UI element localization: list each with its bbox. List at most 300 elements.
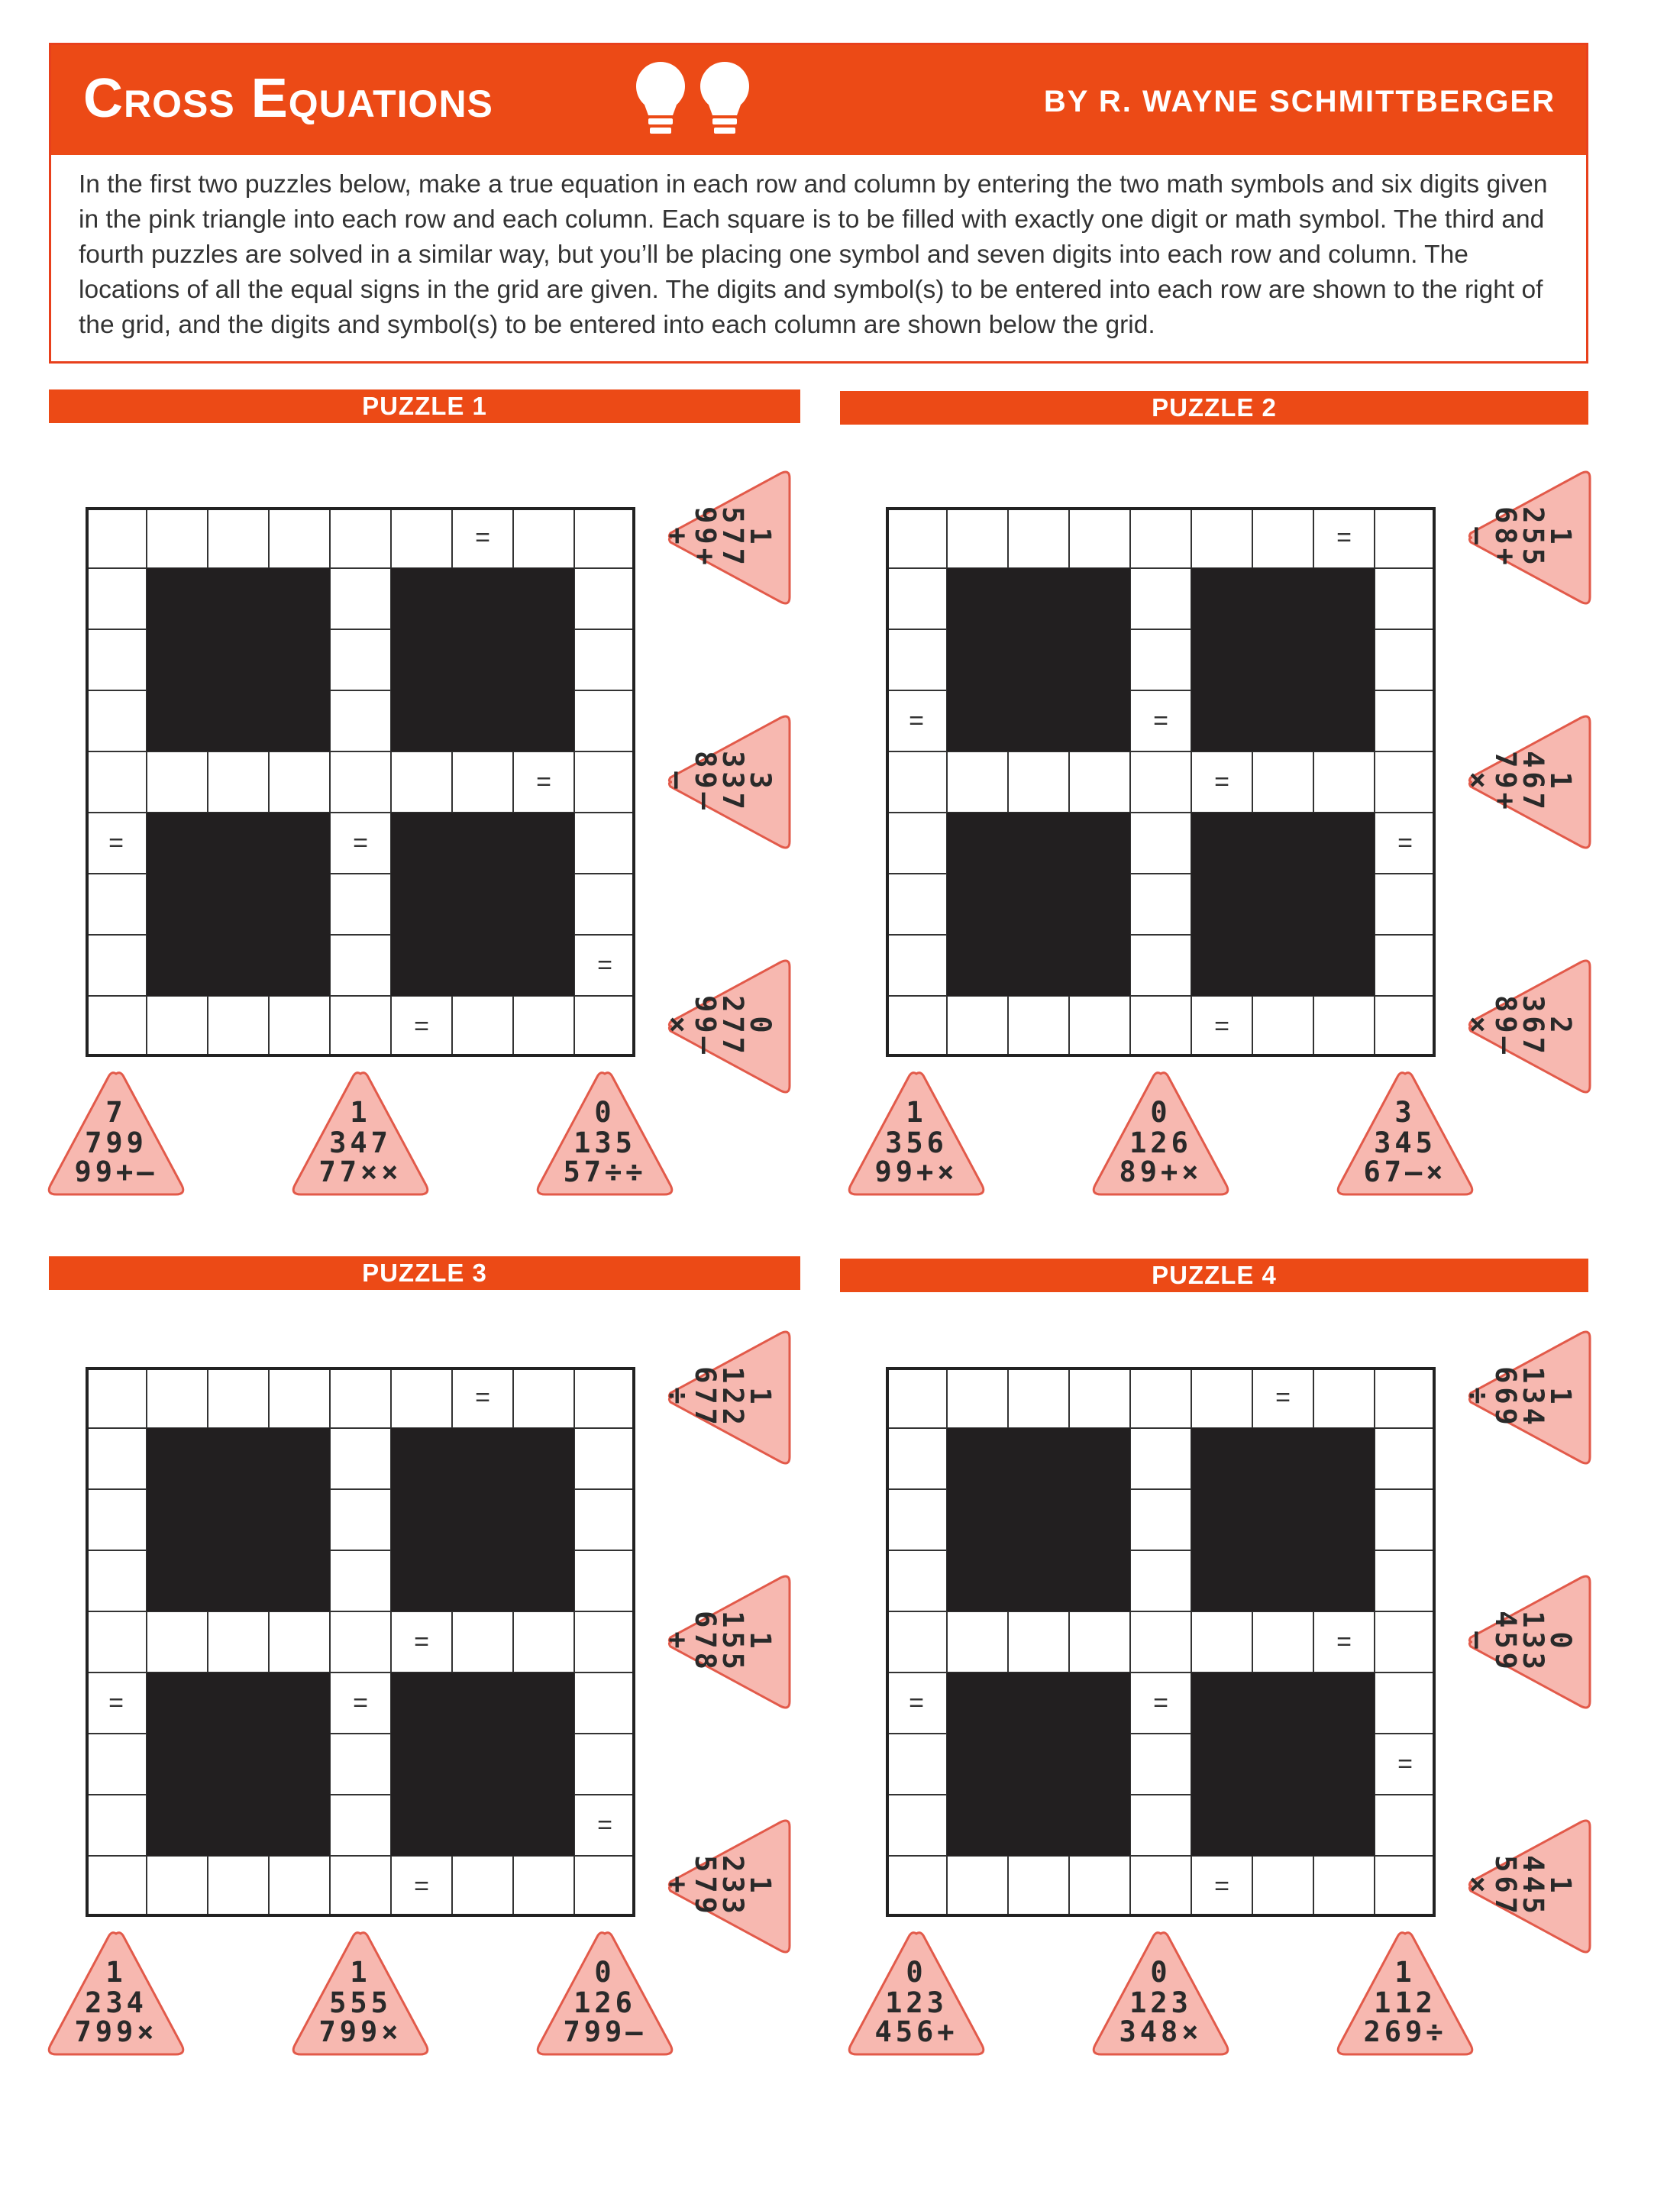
grid-cell-equals: = xyxy=(1313,1611,1375,1673)
grid-cell[interactable] xyxy=(1008,1611,1069,1673)
grid-cell-equals: = xyxy=(452,507,513,568)
grid-cell[interactable] xyxy=(147,1856,208,1917)
grid-cell[interactable] xyxy=(86,1367,147,1428)
grid-cell[interactable] xyxy=(1375,1795,1436,1856)
col-clue-triangle xyxy=(47,1931,185,2060)
row-clue-line: 0 xyxy=(744,1016,777,1037)
grid-cell[interactable] xyxy=(330,935,391,996)
grid-cell[interactable] xyxy=(1069,507,1130,568)
grid-cell[interactable] xyxy=(86,1611,147,1673)
row-clue-line: + xyxy=(661,1876,694,1897)
grid-cell[interactable] xyxy=(947,507,1008,568)
black-block xyxy=(1191,1428,1375,1611)
grid-cell[interactable] xyxy=(86,1428,147,1489)
grid-cell[interactable] xyxy=(574,1367,635,1428)
grid-cell[interactable] xyxy=(947,751,1008,813)
grid-cell[interactable] xyxy=(1130,1795,1191,1856)
grid-cell[interactable] xyxy=(947,1856,1008,1917)
grid-cell[interactable] xyxy=(1130,751,1191,813)
grid-cell[interactable] xyxy=(886,1367,947,1428)
author-byline: BY R. WAYNE SCHMITTBERGER xyxy=(1043,85,1556,118)
grid-cell[interactable] xyxy=(269,751,330,813)
grid-cell-equals: = xyxy=(574,1795,635,1856)
grid-cell-equals: = xyxy=(1191,1856,1252,1917)
grid-cell[interactable] xyxy=(1375,935,1436,996)
grid-cell[interactable] xyxy=(452,1611,513,1673)
row-clue-line: × xyxy=(1462,1016,1494,1037)
grid-cell[interactable] xyxy=(1130,1489,1191,1550)
grid-cell[interactable] xyxy=(391,507,452,568)
col-clue-line: 123 xyxy=(885,1986,948,2019)
grid-cell-equals: = xyxy=(1130,1673,1191,1734)
black-block xyxy=(147,813,330,996)
col-clue-line: 234 xyxy=(85,1986,147,2019)
row-clue-line: 1 xyxy=(1544,1876,1577,1897)
grid-cell[interactable] xyxy=(86,935,147,996)
grid-cell[interactable] xyxy=(391,751,452,813)
grid-cell[interactable] xyxy=(86,507,147,568)
black-block xyxy=(391,1673,574,1856)
grid-cell[interactable] xyxy=(208,1367,269,1428)
grid-cell[interactable] xyxy=(574,1550,635,1611)
grid-cell[interactable] xyxy=(1252,507,1313,568)
row-clue-text xyxy=(1462,469,1600,606)
col-clue-line: 1 xyxy=(906,1096,927,1129)
grid-cell[interactable] xyxy=(330,1856,391,1917)
row-clue-text xyxy=(1462,1329,1600,1466)
grid-cell[interactable] xyxy=(574,1673,635,1734)
grid-cell[interactable] xyxy=(269,1611,330,1673)
grid-cell[interactable] xyxy=(330,1550,391,1611)
grid-cell[interactable] xyxy=(574,1489,635,1550)
grid-cell[interactable] xyxy=(330,507,391,568)
grid-cell[interactable] xyxy=(147,751,208,813)
row-clue-text xyxy=(662,469,800,606)
grid-cell[interactable] xyxy=(947,1367,1008,1428)
grid-cell-equals: = xyxy=(391,996,452,1057)
grid-cell[interactable] xyxy=(1130,629,1191,690)
row-clue-text xyxy=(662,713,800,851)
col-clue-line: 799× xyxy=(74,2015,158,2048)
col-clue-line: 1 xyxy=(105,1956,127,1989)
row-clue-line: 579 xyxy=(689,1855,722,1918)
col-clue-line: 99+× xyxy=(874,1155,958,1188)
grid-cell[interactable] xyxy=(86,1734,147,1795)
black-block xyxy=(947,1673,1130,1856)
grid-cell[interactable] xyxy=(269,1367,330,1428)
grid-cell[interactable] xyxy=(1375,751,1436,813)
col-clue-line: 0 xyxy=(1150,1956,1171,1989)
col-clue-triangle xyxy=(1336,1931,1474,2060)
row-clue-line: – xyxy=(661,771,694,793)
grid-cell[interactable] xyxy=(886,1428,947,1489)
row-clue-line: 3 xyxy=(744,771,777,793)
grid-cell[interactable] xyxy=(86,629,147,690)
grid-cell[interactable] xyxy=(330,568,391,629)
row-clue-line: 277 xyxy=(716,995,749,1058)
grid-cell[interactable] xyxy=(86,996,147,1057)
grid-cell[interactable] xyxy=(391,1367,452,1428)
grid-cell-equals: = xyxy=(1252,1367,1313,1428)
grid-cell[interactable] xyxy=(86,1856,147,1917)
grid-cell[interactable] xyxy=(269,507,330,568)
grid-cell[interactable] xyxy=(1313,1856,1375,1917)
grid-cell[interactable] xyxy=(1375,629,1436,690)
grid-cell-equals: = xyxy=(1191,751,1252,813)
grid-cell[interactable] xyxy=(269,996,330,1057)
grid-cell[interactable] xyxy=(330,1734,391,1795)
row-clue-line: × xyxy=(1462,771,1494,793)
grid-cell-equals: = xyxy=(1130,690,1191,751)
row-clue-line: 133 xyxy=(1517,1611,1549,1673)
col-clue-line: 77×× xyxy=(318,1155,402,1188)
grid-cell-equals: = xyxy=(513,751,574,813)
grid-cell-equals: = xyxy=(391,1611,452,1673)
grid-cell[interactable] xyxy=(330,1489,391,1550)
col-clue-triangle xyxy=(536,1931,674,2060)
puzzle-2-grid xyxy=(886,507,1436,1057)
grid-cell[interactable] xyxy=(86,1550,147,1611)
grid-cell[interactable] xyxy=(269,1856,330,1917)
row-clue-line: 459 xyxy=(1489,1611,1522,1673)
grid-cell[interactable] xyxy=(1313,1367,1375,1428)
col-clue-line: 345 xyxy=(1374,1126,1436,1159)
row-clue-line: 678 xyxy=(689,1611,722,1673)
row-clue-line: 445 xyxy=(1517,1855,1549,1918)
row-clue-triangle xyxy=(661,1818,796,1955)
col-clue-triangle xyxy=(292,1931,429,2060)
grid-cell[interactable] xyxy=(330,690,391,751)
black-block xyxy=(391,1428,574,1611)
row-clue-triangle xyxy=(1462,1818,1596,1955)
grid-cell[interactable] xyxy=(330,751,391,813)
grid-cell[interactable] xyxy=(886,568,947,629)
row-clue-line: 1 xyxy=(1544,771,1577,793)
grid-cell[interactable] xyxy=(147,1611,208,1673)
row-clue-line: – xyxy=(1462,527,1494,548)
grid-cell[interactable] xyxy=(330,1611,391,1673)
row-clue-line: 99– xyxy=(689,995,722,1058)
grid-cell[interactable] xyxy=(1375,874,1436,935)
grid-cell[interactable] xyxy=(86,1795,147,1856)
row-clue-line: 89– xyxy=(1489,995,1522,1058)
grid-cell[interactable] xyxy=(1375,1367,1436,1428)
row-clue-line: 367 xyxy=(1517,995,1549,1058)
grid-cell[interactable] xyxy=(452,1856,513,1917)
grid-cell-equals: = xyxy=(330,1673,391,1734)
grid-cell[interactable] xyxy=(886,507,947,568)
col-clue-line: 0 xyxy=(594,1096,615,1129)
grid-cell[interactable] xyxy=(886,1734,947,1795)
grid-cell[interactable] xyxy=(1130,568,1191,629)
col-clue-triangle xyxy=(536,1071,674,1201)
row-clue-line: 337 xyxy=(716,751,749,813)
grid-cell[interactable] xyxy=(1069,1856,1130,1917)
grid-cell[interactable] xyxy=(574,1428,635,1489)
col-clue-line: 0 xyxy=(1150,1096,1171,1129)
grid-cell[interactable] xyxy=(1252,1611,1313,1673)
grid-cell-equals: = xyxy=(452,1367,513,1428)
col-clue-line: 89+× xyxy=(1119,1155,1203,1188)
grid-cell-equals: = xyxy=(1375,1734,1436,1795)
col-clue-line: 799× xyxy=(318,2015,402,2048)
row-clue-text xyxy=(662,1818,800,1955)
grid-cell[interactable] xyxy=(886,629,947,690)
grid-cell[interactable] xyxy=(886,1611,947,1673)
grid-cell[interactable] xyxy=(86,1489,147,1550)
grid-cell[interactable] xyxy=(574,568,635,629)
row-clue-text xyxy=(1462,1573,1600,1711)
col-clue-line: 67–× xyxy=(1363,1155,1447,1188)
grid-cell[interactable] xyxy=(513,1856,574,1917)
lightbulb-icon xyxy=(632,60,761,140)
row-clue-triangle xyxy=(661,1573,796,1711)
row-clue-line: 669 xyxy=(1489,1366,1522,1429)
col-clue-line: 1 xyxy=(350,1956,371,1989)
black-block xyxy=(947,1428,1130,1611)
black-block xyxy=(947,813,1130,996)
grid-cell[interactable] xyxy=(1375,996,1436,1057)
grid-cell[interactable] xyxy=(1375,690,1436,751)
grid-cell[interactable] xyxy=(1130,1611,1191,1673)
grid-cell[interactable] xyxy=(86,874,147,935)
black-block xyxy=(947,568,1130,751)
grid-cell[interactable] xyxy=(208,1856,269,1917)
row-clue-line: 155 xyxy=(716,1611,749,1673)
col-clue-line: 456+ xyxy=(874,2015,958,2048)
grid-cell[interactable] xyxy=(1130,874,1191,935)
col-clue-triangle xyxy=(292,1071,429,1201)
grid-cell[interactable] xyxy=(1375,1428,1436,1489)
grid-cell[interactable] xyxy=(574,1856,635,1917)
grid-cell[interactable] xyxy=(1191,1611,1252,1673)
col-clue-line: 555 xyxy=(329,1986,392,2019)
row-clue-line: 1 xyxy=(744,1876,777,1897)
grid-cell[interactable] xyxy=(1069,996,1130,1057)
grid-cell[interactable] xyxy=(1313,996,1375,1057)
row-clue-line: 122 xyxy=(716,1366,749,1429)
grid-cell[interactable] xyxy=(208,996,269,1057)
grid-cell[interactable] xyxy=(1375,1550,1436,1611)
grid-cell[interactable] xyxy=(1069,751,1130,813)
grid-cell[interactable] xyxy=(330,996,391,1057)
row-clue-line: 99+ xyxy=(689,506,722,569)
grid-cell[interactable] xyxy=(452,751,513,813)
black-block xyxy=(1191,1673,1375,1856)
grid-cell[interactable] xyxy=(330,1795,391,1856)
grid-cell[interactable] xyxy=(1252,1856,1313,1917)
col-clue-line: 1 xyxy=(350,1096,371,1129)
row-clue-line: 255 xyxy=(1517,506,1549,569)
row-clue-line: 577 xyxy=(716,506,749,569)
grid-cell[interactable] xyxy=(574,629,635,690)
grid-cell[interactable] xyxy=(1130,1367,1191,1428)
grid-cell[interactable] xyxy=(1130,507,1191,568)
row-clue-triangle xyxy=(1462,469,1596,606)
col-clue-triangle xyxy=(1092,1931,1229,2060)
grid-cell-equals: = xyxy=(886,1673,947,1734)
col-clue-triangle xyxy=(1092,1071,1229,1201)
row-clue-triangle xyxy=(661,469,796,606)
col-clue-line: 123 xyxy=(1129,1986,1192,2019)
row-clue-line: 89– xyxy=(689,751,722,813)
grid-cell[interactable] xyxy=(574,690,635,751)
grid-cell[interactable] xyxy=(208,1611,269,1673)
grid-cell[interactable] xyxy=(147,1367,208,1428)
grid-cell[interactable] xyxy=(1313,751,1375,813)
grid-cell[interactable] xyxy=(1130,1856,1191,1917)
grid-cell[interactable] xyxy=(513,1611,574,1673)
grid-cell[interactable] xyxy=(886,996,947,1057)
col-clue-triangle xyxy=(848,1071,985,1201)
col-clue-line: 112 xyxy=(1374,1986,1436,2019)
row-clue-text xyxy=(1462,958,1600,1095)
col-clue-line: 126 xyxy=(573,1986,636,2019)
row-clue-line: × xyxy=(1462,1876,1494,1897)
grid-cell[interactable] xyxy=(330,1367,391,1428)
row-clue-line: 1 xyxy=(1544,527,1577,548)
grid-cell[interactable] xyxy=(574,1611,635,1673)
grid-cell[interactable] xyxy=(513,507,574,568)
grid-cell[interactable] xyxy=(886,1795,947,1856)
grid-cell[interactable] xyxy=(86,568,147,629)
col-clue-line: 348× xyxy=(1119,2015,1203,2048)
grid-cell[interactable] xyxy=(886,751,947,813)
grid-cell[interactable] xyxy=(1375,1611,1436,1673)
grid-cell[interactable] xyxy=(1130,813,1191,874)
col-clue-line: 99+– xyxy=(74,1155,158,1188)
puzzle-3-title-bar: PUZZLE 3 xyxy=(49,1256,800,1290)
row-clue-line: 2 xyxy=(1544,1016,1577,1037)
grid-cell[interactable] xyxy=(574,813,635,874)
grid-cell[interactable] xyxy=(1130,1428,1191,1489)
grid-cell[interactable] xyxy=(330,1428,391,1489)
puzzle-1-grid xyxy=(86,507,635,1057)
grid-cell[interactable] xyxy=(86,690,147,751)
grid-cell-equals: = xyxy=(1375,813,1436,874)
row-clue-line: 233 xyxy=(716,1855,749,1918)
grid-cell[interactable] xyxy=(1008,751,1069,813)
grid-cell[interactable] xyxy=(886,813,947,874)
grid-cell[interactable] xyxy=(1069,1611,1130,1673)
black-block xyxy=(391,813,574,996)
grid-cell[interactable] xyxy=(513,996,574,1057)
grid-cell[interactable] xyxy=(1191,507,1252,568)
col-clue-line: 269÷ xyxy=(1363,2015,1447,2048)
puzzle-4-title-bar: PUZZLE 4 xyxy=(840,1259,1588,1292)
row-clue-line: 677 xyxy=(689,1366,722,1429)
col-clue-line: 1 xyxy=(1394,1956,1416,1989)
row-clue-line: – xyxy=(1462,1631,1494,1653)
grid-cell[interactable] xyxy=(947,1611,1008,1673)
col-clue-line: 7 xyxy=(105,1096,127,1129)
row-clue-line: 467 xyxy=(1517,751,1549,813)
row-clue-triangle xyxy=(1462,1329,1596,1466)
grid-cell[interactable] xyxy=(1130,1734,1191,1795)
row-clue-triangle xyxy=(661,1329,796,1466)
grid-cell[interactable] xyxy=(1130,935,1191,996)
row-clue-triangle xyxy=(1462,958,1596,1095)
grid-cell[interactable] xyxy=(452,996,513,1057)
row-clue-line: 68+ xyxy=(1489,506,1522,569)
grid-cell-equals: = xyxy=(391,1856,452,1917)
col-clue-line: 126 xyxy=(1129,1126,1192,1159)
grid-cell[interactable] xyxy=(513,1367,574,1428)
grid-cell[interactable] xyxy=(1008,1367,1069,1428)
grid-cell[interactable] xyxy=(886,1856,947,1917)
grid-cell[interactable] xyxy=(330,629,391,690)
row-clue-line: ÷ xyxy=(1462,1387,1494,1408)
grid-cell[interactable] xyxy=(1375,507,1436,568)
grid-cell[interactable] xyxy=(574,874,635,935)
grid-cell-equals: = xyxy=(886,690,947,751)
black-block xyxy=(147,1428,330,1611)
puzzle-1-title-bar: PUZZLE 1 xyxy=(49,389,800,423)
grid-cell[interactable] xyxy=(947,996,1008,1057)
grid-cell[interactable] xyxy=(1130,996,1191,1057)
grid-cell[interactable] xyxy=(574,1734,635,1795)
col-clue-line: 0 xyxy=(594,1956,615,1989)
col-clue-line: 0 xyxy=(906,1956,927,1989)
grid-cell[interactable] xyxy=(330,874,391,935)
grid-cell[interactable] xyxy=(886,935,947,996)
grid-cell[interactable] xyxy=(574,507,635,568)
row-clue-triangle xyxy=(661,713,796,851)
col-clue-line: 135 xyxy=(573,1126,636,1159)
grid-cell[interactable] xyxy=(1375,1489,1436,1550)
grid-cell[interactable] xyxy=(1008,996,1069,1057)
grid-cell-equals: = xyxy=(330,813,391,874)
page-title: Cross Equations xyxy=(83,68,493,129)
grid-cell[interactable] xyxy=(147,507,208,568)
grid-cell[interactable] xyxy=(1069,1367,1130,1428)
puzzle-3-grid xyxy=(86,1367,635,1917)
grid-cell-equals: = xyxy=(86,1673,147,1734)
grid-cell[interactable] xyxy=(1375,1673,1436,1734)
grid-cell[interactable] xyxy=(208,507,269,568)
grid-cell[interactable] xyxy=(86,751,147,813)
black-block xyxy=(391,568,574,751)
grid-cell[interactable] xyxy=(1252,996,1313,1057)
col-clue-triangle xyxy=(1336,1071,1474,1201)
grid-cell[interactable] xyxy=(147,996,208,1057)
row-clue-line: + xyxy=(661,1631,694,1653)
header-box xyxy=(49,43,1588,364)
black-block xyxy=(1191,568,1375,751)
grid-cell[interactable] xyxy=(574,996,635,1057)
col-clue-triangle xyxy=(848,1931,985,2060)
row-clue-line: 79+ xyxy=(1489,751,1522,813)
row-clue-line: 1 xyxy=(744,1631,777,1653)
grid-cell[interactable] xyxy=(1008,507,1069,568)
col-clue-line: 347 xyxy=(329,1126,392,1159)
grid-cell[interactable] xyxy=(886,1489,947,1550)
grid-cell[interactable] xyxy=(886,874,947,935)
grid-cell[interactable] xyxy=(1375,568,1436,629)
grid-cell[interactable] xyxy=(1252,751,1313,813)
grid-cell[interactable] xyxy=(1375,1856,1436,1917)
grid-cell[interactable] xyxy=(1008,1856,1069,1917)
row-clue-text xyxy=(1462,713,1600,851)
puzzle-2-title-bar: PUZZLE 2 xyxy=(840,391,1588,425)
grid-cell[interactable] xyxy=(886,1550,947,1611)
grid-cell-equals: = xyxy=(574,935,635,996)
grid-cell[interactable] xyxy=(208,751,269,813)
grid-cell[interactable] xyxy=(1130,1550,1191,1611)
grid-cell[interactable] xyxy=(574,751,635,813)
col-clue-line: 3 xyxy=(1394,1096,1416,1129)
grid-cell[interactable] xyxy=(1191,1367,1252,1428)
